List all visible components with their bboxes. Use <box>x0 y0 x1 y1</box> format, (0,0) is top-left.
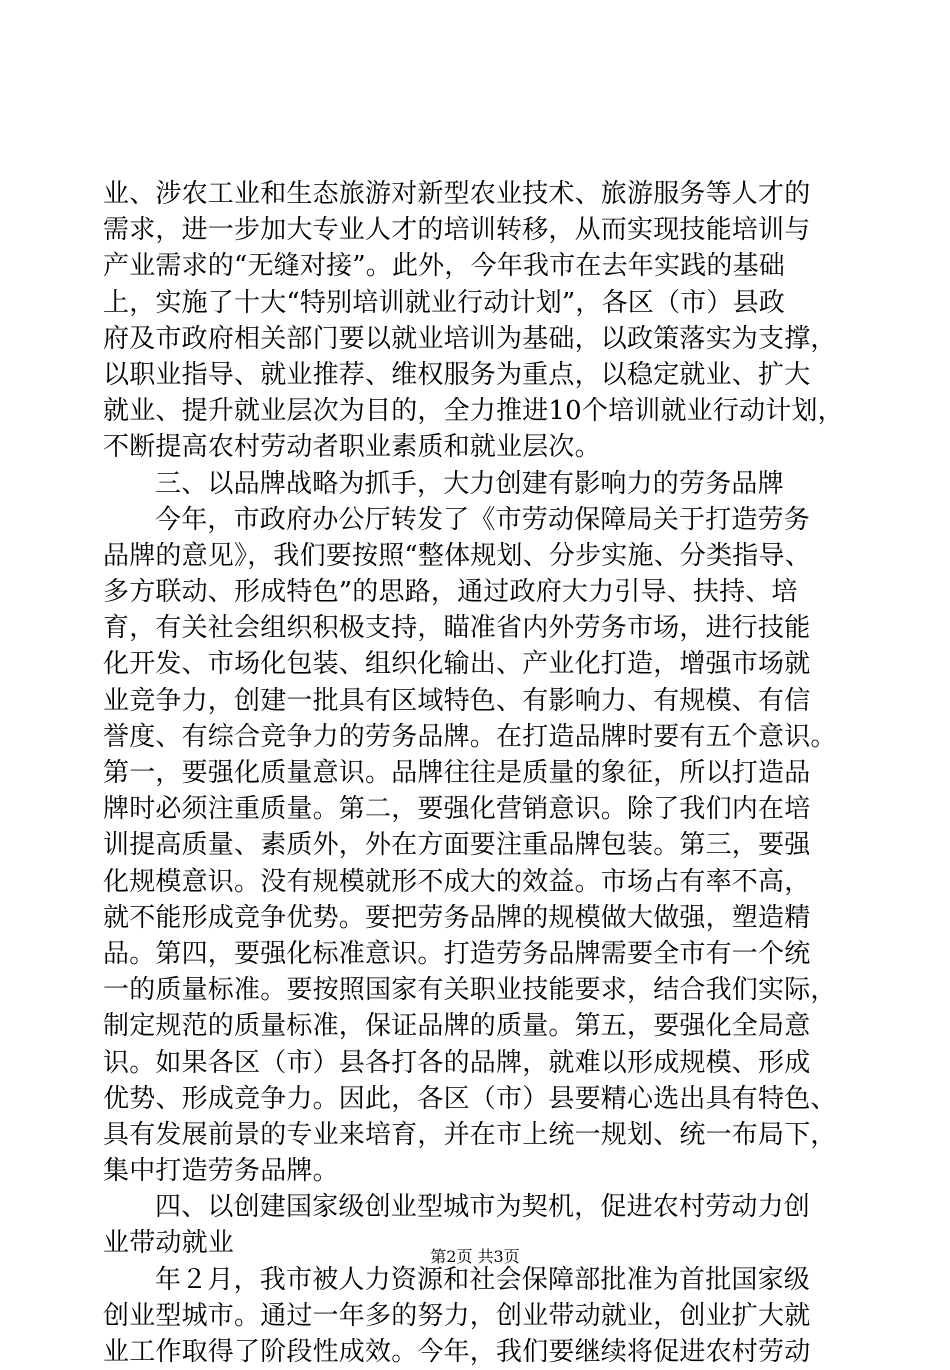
text-line: 以职业指导、就业推荐、维权服务为重点，以稳定就业、扩大 <box>103 359 811 390</box>
text-line: 一的质量标准。要按照国家有关职业技能要求，结合我们实际， <box>103 975 837 1006</box>
text-line: 第一，要强化质量意识。品牌往往是质量的象征，所以打造品 <box>103 758 811 788</box>
text-line: 育，有关社会组织积极支持，瞄准省内外劳务市场，进行技能 <box>103 613 811 644</box>
text-line: 集中打造劳务品牌。 <box>103 1156 339 1187</box>
text-line: 化规模意识。没有规模就形不成大的效益。市场占有率不高， <box>103 866 811 897</box>
text-line: 优势、形成竞争力。因此，各区（市）县要精心选出具有特色、 <box>103 1083 837 1114</box>
text-line: 三、以品牌战略为抓手，大力创建有影响力的劳务品牌 <box>155 468 784 499</box>
text-line: 制定规范的质量标准，保证品牌的质量。第五，要强化全局意 <box>103 1011 811 1042</box>
text-line: 多方联动、形成特色”的思路，通过政府大力引导、扶持、培 <box>103 577 798 608</box>
text-line: 训提高质量、素质外，外在方面要注重品牌包装。第三，要强 <box>103 830 811 861</box>
text-line: 府及市政府相关部门要以就业培训为基础，以政策落实为支撑， <box>103 323 837 354</box>
text-line: 四、以创建国家级创业型城市为契机，促进农村劳动力创 <box>155 1192 811 1223</box>
text-line: 业竞争力，创建一批具有区域特色、有影响力、有规模、有信 <box>103 685 811 716</box>
text-line: 牌时必须注重质量。第二，要强化营销意识。除了我们内在培 <box>103 794 811 825</box>
text-line: 品牌的意见》，我们要按照“整体规划、分步实施、分类指导、 <box>103 540 811 571</box>
text-line: 不断提高农村劳动者职业素质和就业层次。 <box>103 432 601 463</box>
text-line: 就业、提升就业层次为目的，全力推进10个培训就业行动计划， <box>103 396 844 427</box>
page-footer: 第2页 共3页 <box>430 1247 520 1266</box>
text-line: 识。如果各区（市）县各打各的品牌，就难以形成规模、形成 <box>103 1047 811 1078</box>
text-line: 业带动就业 <box>103 1228 235 1259</box>
text-line: 业、涉农工业和生态旅游对新型农业技术、旅游服务等人才的 <box>103 179 811 209</box>
text-line: 就不能形成竞争优势。要把劳务品牌的规模做大做强，塑造精 <box>103 902 811 933</box>
text-line: 年２月，我市被人力资源和社会保障部批准为首批国家级 <box>155 1264 811 1295</box>
text-line: 产业需求的“无缝对接”。此外，今年我市在去年实践的基础 <box>103 251 785 282</box>
text-line: 创业型城市。通过一年多的努力，创业带动就业，创业扩大就 <box>103 1300 811 1331</box>
text-line: 誉度、有综合竞争力的劳务品牌。在打造品牌时要有五个意识。 <box>103 721 837 752</box>
text-line: 业工作取得了阶段性成效。今年，我们要继续将促进农村劳动 <box>103 1337 811 1367</box>
text-line: 化开发、市场化包装、组织化输出、产业化打造，增强市场就 <box>103 649 811 680</box>
text-line: 今年，市政府办公厅转发了《市劳动保障局关于打造劳务 <box>155 504 811 535</box>
text-line: 具有发展前景的专业来培育，并在市上统一规划、统一布局下， <box>103 1119 837 1150</box>
text-line: 需求，进一步加大专业人才的培训转移，从而实现技能培训与 <box>103 215 811 246</box>
text-line: 品。第四，要强化标准意识。打造劳务品牌需要全市有一个统 <box>103 938 811 969</box>
body-text <box>103 176 863 1370</box>
text-line: 上，实施了十大“特别培训就业行动计划”，各区（市）县政 <box>103 287 785 318</box>
